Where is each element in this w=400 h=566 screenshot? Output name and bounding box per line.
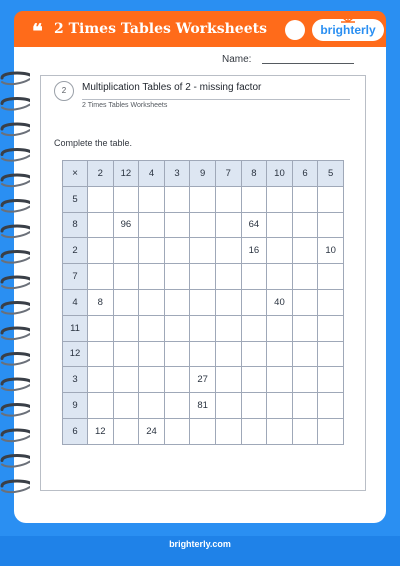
spiral-ring [2, 277, 30, 282]
answer-cell[interactable]: 40 [267, 289, 293, 315]
answer-cell[interactable] [241, 315, 267, 341]
answer-cell[interactable] [318, 393, 344, 419]
answer-cell[interactable] [190, 315, 216, 341]
answer-cell[interactable] [164, 393, 190, 419]
spiral-ring [2, 73, 30, 78]
answer-cell[interactable] [292, 238, 318, 264]
column-header: 8 [241, 161, 267, 187]
answer-cell[interactable] [190, 212, 216, 238]
spiral-ring-shadow [2, 385, 30, 390]
answer-cell[interactable] [113, 367, 139, 393]
answer-cell[interactable] [88, 393, 114, 419]
answer-cell[interactable] [318, 315, 344, 341]
spiral-ring [2, 303, 30, 308]
answer-cell[interactable] [215, 212, 241, 238]
table-row [63, 186, 344, 212]
row-header: 3 [63, 367, 88, 393]
answer-cell[interactable] [190, 264, 216, 290]
answer-cell[interactable]: 24 [139, 418, 165, 444]
answer-cell[interactable] [318, 341, 344, 367]
footer-link[interactable]: brighterly.com [169, 539, 231, 549]
answer-cell[interactable] [88, 341, 114, 367]
spiral-ring [2, 481, 30, 486]
spiral-ring-shadow [2, 232, 30, 237]
answer-cell[interactable] [292, 315, 318, 341]
table-row [63, 367, 344, 393]
answer-cell[interactable] [215, 186, 241, 212]
answer-cell[interactable] [267, 238, 293, 264]
answer-cell[interactable] [241, 367, 267, 393]
answer-cell[interactable] [292, 341, 318, 367]
answer-cell[interactable] [267, 186, 293, 212]
answer-cell[interactable] [215, 264, 241, 290]
answer-cell[interactable] [215, 367, 241, 393]
answer-cell[interactable] [139, 186, 165, 212]
answer-cell[interactable] [241, 264, 267, 290]
table-row [63, 341, 344, 367]
answer-cell[interactable] [164, 418, 190, 444]
answer-cell[interactable]: 16 [241, 238, 267, 264]
answer-cell[interactable] [164, 341, 190, 367]
answer-cell[interactable] [190, 238, 216, 264]
answer-cell[interactable] [88, 186, 114, 212]
spiral-ring [2, 252, 30, 257]
worksheet-subtitle: 2 Times Tables Worksheets [82, 102, 168, 109]
answer-cell[interactable] [113, 418, 139, 444]
row-header: 8 [63, 212, 88, 238]
answer-cell[interactable] [164, 186, 190, 212]
quote-icon: ❝ [32, 19, 43, 43]
spiral-ring [2, 354, 30, 359]
answer-cell[interactable] [139, 289, 165, 315]
spiral-ring-shadow [2, 105, 30, 110]
column-header: 6 [292, 161, 318, 187]
column-header: 4 [139, 161, 165, 187]
answer-cell[interactable] [190, 186, 216, 212]
row-header: 7 [63, 264, 88, 290]
answer-cell[interactable] [139, 341, 165, 367]
answer-cell[interactable] [164, 238, 190, 264]
table-row [63, 418, 344, 444]
table-row [63, 238, 344, 264]
row-header: 11 [63, 315, 88, 341]
answer-cell[interactable] [267, 341, 293, 367]
answer-cell[interactable] [241, 418, 267, 444]
table-header-row [63, 161, 344, 187]
answer-cell[interactable] [215, 393, 241, 419]
spiral-ring-shadow [2, 79, 30, 84]
answer-cell[interactable] [164, 315, 190, 341]
spiral-ring-shadow [2, 436, 30, 441]
worksheet-title: Multiplication Tables of 2 - missing factor [82, 82, 262, 93]
answer-cell[interactable]: 64 [241, 212, 267, 238]
answer-cell[interactable]: 8 [88, 289, 114, 315]
answer-cell[interactable] [164, 367, 190, 393]
answer-cell[interactable] [292, 418, 318, 444]
table-row [63, 393, 344, 419]
answer-cell[interactable] [292, 264, 318, 290]
table-row [63, 315, 344, 341]
spiral-ring-shadow [2, 360, 30, 365]
answer-cell[interactable] [113, 289, 139, 315]
spiral-ring [2, 226, 30, 231]
spiral-ring-shadow [2, 309, 30, 314]
answer-cell[interactable] [215, 418, 241, 444]
answer-cell[interactable] [139, 315, 165, 341]
answer-cell[interactable] [113, 238, 139, 264]
answer-cell[interactable] [139, 393, 165, 419]
exercise-number: 2 [54, 81, 74, 101]
answer-cell[interactable] [292, 393, 318, 419]
row-header: 6 [63, 418, 88, 444]
answer-cell[interactable] [88, 367, 114, 393]
circle-icon [285, 20, 305, 40]
spiral-ring-shadow [2, 207, 30, 212]
answer-cell[interactable] [88, 238, 114, 264]
brand-logo[interactable] [312, 19, 384, 41]
answer-cell[interactable]: 10 [318, 238, 344, 264]
answer-cell[interactable] [318, 212, 344, 238]
spiral-ring [2, 124, 30, 129]
answer-cell[interactable] [164, 212, 190, 238]
answer-cell[interactable] [292, 212, 318, 238]
row-header: 12 [63, 341, 88, 367]
answer-cell[interactable] [318, 289, 344, 315]
spiral-ring-shadow [2, 283, 30, 288]
answer-cell[interactable] [190, 341, 216, 367]
multiplication-table [62, 160, 344, 445]
answer-cell[interactable] [267, 212, 293, 238]
answer-cell[interactable] [267, 264, 293, 290]
answer-cell[interactable] [267, 393, 293, 419]
spiral-ring [2, 328, 30, 333]
spiral-ring [2, 405, 30, 410]
row-header: 2 [63, 238, 88, 264]
answer-cell[interactable] [88, 264, 114, 290]
answer-cell[interactable] [139, 212, 165, 238]
answer-cell[interactable] [318, 367, 344, 393]
table-row [63, 289, 344, 315]
spiral-ring [2, 175, 30, 180]
worksheet-page [14, 47, 386, 523]
column-header: 3 [164, 161, 190, 187]
answer-cell[interactable] [215, 315, 241, 341]
answer-cell[interactable] [267, 367, 293, 393]
name-label: Name: [222, 54, 252, 65]
row-header: 5 [63, 186, 88, 212]
answer-cell[interactable] [241, 393, 267, 419]
answer-cell[interactable] [88, 315, 114, 341]
spiral-ring [2, 150, 30, 155]
logo-text: brighterly [320, 23, 376, 37]
answer-cell[interactable] [88, 212, 114, 238]
answer-cell[interactable]: 81 [190, 393, 216, 419]
answer-cell[interactable] [113, 315, 139, 341]
answer-cell[interactable] [139, 238, 165, 264]
answer-cell[interactable] [215, 341, 241, 367]
spiral-ring [2, 430, 30, 435]
answer-cell[interactable] [292, 289, 318, 315]
answer-cell[interactable] [292, 367, 318, 393]
spiral-ring-shadow [2, 156, 30, 161]
name-line [262, 63, 354, 64]
spiral-ring [2, 379, 30, 384]
answer-cell[interactable]: 12 [88, 418, 114, 444]
answer-cell[interactable] [164, 289, 190, 315]
row-header: 9 [63, 393, 88, 419]
column-header: 7 [215, 161, 241, 187]
column-header: 10 [267, 161, 293, 187]
answer-cell[interactable] [267, 315, 293, 341]
answer-cell[interactable]: 96 [113, 212, 139, 238]
column-header: 12 [113, 161, 139, 187]
answer-cell[interactable] [215, 289, 241, 315]
page-title: 2 Times Tables Worksheets [54, 21, 267, 37]
answer-cell[interactable] [190, 418, 216, 444]
spiral-binding [0, 68, 30, 508]
spiral-ring-shadow [2, 130, 30, 135]
answer-cell[interactable] [164, 264, 190, 290]
answer-cell[interactable] [113, 264, 139, 290]
spiral-ring-shadow [2, 334, 30, 339]
spiral-ring-shadow [2, 411, 30, 416]
table-row [63, 212, 344, 238]
spiral-ring-shadow [2, 181, 30, 186]
answer-cell[interactable] [113, 393, 139, 419]
answer-cell[interactable] [267, 418, 293, 444]
answer-cell[interactable]: 27 [190, 367, 216, 393]
spiral-ring [2, 201, 30, 206]
answer-cell[interactable] [318, 418, 344, 444]
column-header: 5 [318, 161, 344, 187]
header-bar [14, 11, 386, 47]
column-header: 9 [190, 161, 216, 187]
answer-cell[interactable] [139, 264, 165, 290]
table-row [63, 264, 344, 290]
spiral-ring [2, 456, 30, 461]
instruction-text: Complete the table. [54, 138, 133, 148]
answer-cell[interactable] [241, 341, 267, 367]
spiral-ring-shadow [2, 487, 30, 492]
answer-cell[interactable] [215, 238, 241, 264]
answer-cell[interactable] [139, 367, 165, 393]
sun-rays-icon [341, 15, 355, 23]
answer-cell[interactable] [113, 186, 139, 212]
spiral-ring-shadow [2, 258, 30, 263]
divider [82, 99, 350, 100]
spiral-ring-shadow [2, 462, 30, 467]
answer-cell[interactable] [318, 186, 344, 212]
answer-cell[interactable] [292, 186, 318, 212]
answer-cell[interactable] [241, 289, 267, 315]
row-header: 4 [63, 289, 88, 315]
spiral-ring [2, 99, 30, 104]
multiply-sign: × [63, 161, 88, 187]
column-header: 2 [88, 161, 114, 187]
answer-cell[interactable] [318, 264, 344, 290]
answer-cell[interactable] [113, 341, 139, 367]
answer-cell[interactable] [241, 186, 267, 212]
answer-cell[interactable] [190, 289, 216, 315]
